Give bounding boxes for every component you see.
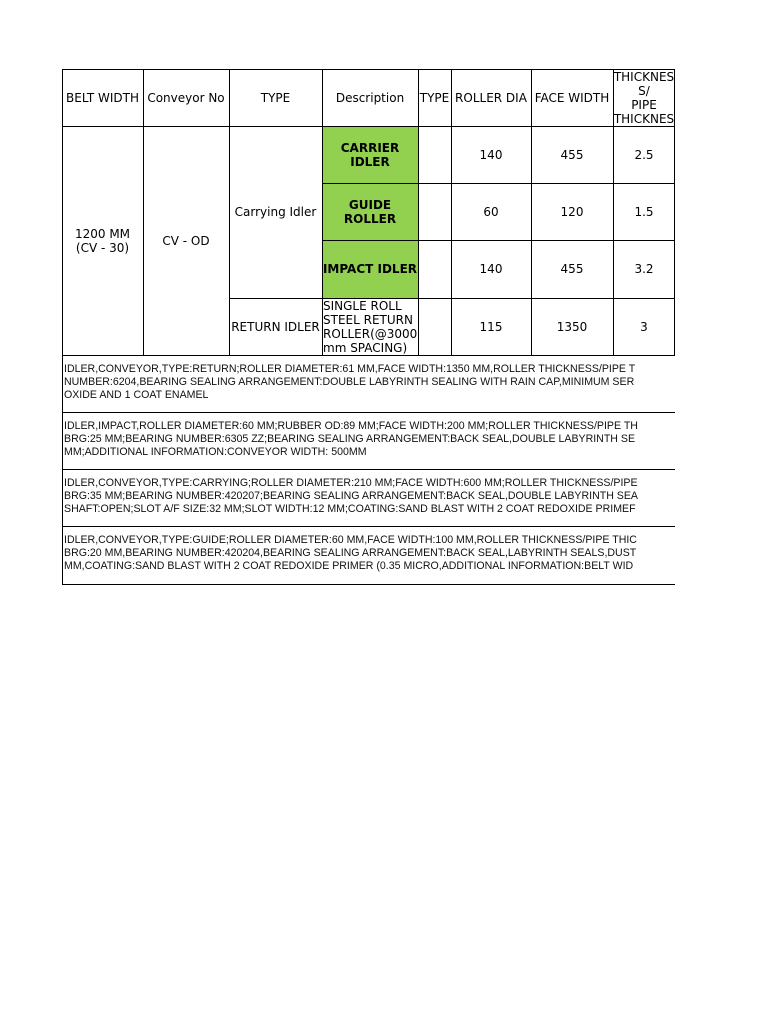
spec-note bbox=[62, 412, 675, 469]
description-guide-roller: GUIDE ROLLER bbox=[322, 183, 418, 240]
description-carrier-idler: CARRIER IDLER bbox=[322, 126, 418, 183]
grid-line bbox=[229, 69, 230, 355]
header-type: TYPE bbox=[260, 90, 291, 105]
spec-note-line: OXIDE AND 1 COAT ENAMEL bbox=[64, 389, 209, 401]
spec-note-line: IDLER,IMPACT,ROLLER DIAMETER:60 MM;RUBBER OD:89 MM;FACE WIDTH:200 MM;ROLLER THICKNESS/PIPE TH bbox=[64, 420, 638, 432]
grid-line bbox=[674, 69, 675, 355]
spec-note-line: BRG:20 MM,BEARING NUMBER:420204,BEARING SEALING ARRANGEMENT:BACK SEAL,LABYRINTH SEALS,DUST bbox=[64, 547, 637, 559]
header-face-width: FACE WIDTH bbox=[534, 90, 610, 105]
grid-line bbox=[531, 69, 532, 355]
description-return-roller: SINGLE ROLL STEEL RETURN ROLLER(@3000 mm SPACING) bbox=[323, 298, 418, 355]
grid-line bbox=[62, 469, 675, 470]
spec-note-line: BRG:35 MM;BEARING NUMBER:420207;BEARING SEALING ARRANGEMENT:BACK SEAL,DOUBLE LABYRINTH SEA bbox=[64, 490, 638, 502]
header-description: Description bbox=[335, 90, 405, 105]
spreadsheet-table bbox=[62, 69, 675, 586]
face-width-cell: 120 bbox=[560, 204, 584, 219]
spec-note bbox=[62, 355, 675, 412]
grid-line bbox=[322, 69, 323, 355]
roller-dia-cell: 140 bbox=[479, 262, 503, 276]
grid-line bbox=[62, 69, 675, 70]
grid-line bbox=[143, 69, 144, 355]
spec-note-line: MM;ADDITIONAL INFORMATION:CONVEYOR WIDTH: 500MM bbox=[64, 446, 367, 458]
spec-note-line: MM,COATING:SAND BLAST WITH 2 COAT REDOXIDE PRIMER (0.35 MICRO,ADDITIONAL INFORMATION:BELT WID bbox=[64, 560, 634, 572]
face-width-cell: 455 bbox=[560, 262, 584, 276]
grid-line bbox=[322, 240, 675, 241]
thickness-cell: 2.5 bbox=[634, 147, 654, 162]
header-type-2: TYPE bbox=[419, 90, 450, 105]
roller-dia-cell: 60 bbox=[483, 204, 499, 219]
spec-note-line: NUMBER:6204,BEARING SEALING ARRANGEMENT:DOUBLE LABYRINTH SEALING WITH RAIN CAP,MINIMUM SER bbox=[64, 376, 635, 388]
header-conveyor-no: Conveyor No bbox=[147, 90, 225, 105]
grid-line bbox=[62, 526, 675, 527]
face-width-cell: 455 bbox=[560, 147, 584, 162]
grid-line bbox=[451, 69, 452, 355]
grid-line bbox=[322, 183, 675, 184]
thickness-cell: 3.2 bbox=[634, 262, 654, 276]
grid-line bbox=[62, 355, 675, 356]
spec-note-line: IDLER,CONVEYOR,TYPE:RETURN;ROLLER DIAMETER:61 MM,FACE WIDTH:1350 MM,ROLLER THICKNESS/PIPE T bbox=[64, 363, 636, 375]
thickness-cell: 1.5 bbox=[634, 204, 654, 219]
grid-line bbox=[62, 126, 675, 127]
spec-note-line: SHAFT:OPEN;SLOT A/F SIZE:32 MM;SLOT WIDTH:12 MM;COATING:SAND BLAST WITH 2 COAT REDOXIDE PRIMEF bbox=[64, 503, 636, 515]
description-impact-idler: IMPACT IDLER bbox=[322, 240, 418, 298]
grid-line bbox=[613, 69, 614, 355]
header-belt-width: BELT WIDTH bbox=[66, 90, 139, 105]
spec-note bbox=[62, 526, 675, 586]
belt-width-cell: 1200 MM (CV - 30) bbox=[74, 226, 131, 255]
thickness-cell: 3 bbox=[640, 319, 648, 334]
spec-note-line: IDLER,CONVEYOR,TYPE:GUIDE;ROLLER DIAMETER:60 MM,FACE WIDTH:100 MM,ROLLER THICKNESS/PIPE THIC bbox=[64, 534, 637, 546]
roller-dia-cell: 140 bbox=[479, 147, 503, 162]
grid-line bbox=[418, 69, 419, 355]
grid-line bbox=[62, 584, 675, 585]
header-roller-dia: ROLLER DIA bbox=[455, 90, 527, 105]
grid-line bbox=[62, 412, 675, 413]
face-width-cell: 1350 bbox=[556, 319, 588, 334]
spec-note bbox=[62, 469, 675, 526]
grid-line bbox=[229, 298, 675, 299]
spec-note-line: BRG:25 MM;BEARING NUMBER:6305 ZZ;BEARING SEALING ARRANGEMENT:BACK SEAL,DOUBLE LABYRINTH SE bbox=[64, 433, 636, 445]
carrying-idler-cell: Carrying Idler bbox=[234, 205, 317, 219]
spec-note-line: IDLER,CONVEYOR,TYPE:CARRYING;ROLLER DIAMETER:210 MM;FACE WIDTH:600 MM;ROLLER THICKNESS/PIPE bbox=[64, 477, 638, 489]
conveyor-no-cell: CV - OD bbox=[162, 233, 210, 248]
roller-dia-cell: 115 bbox=[479, 319, 503, 334]
header-thickness: THICKNES S/ PIPE THICKNES bbox=[613, 69, 675, 126]
grid-line bbox=[62, 69, 63, 585]
return-idler-cell: RETURN IDLER bbox=[231, 319, 320, 334]
